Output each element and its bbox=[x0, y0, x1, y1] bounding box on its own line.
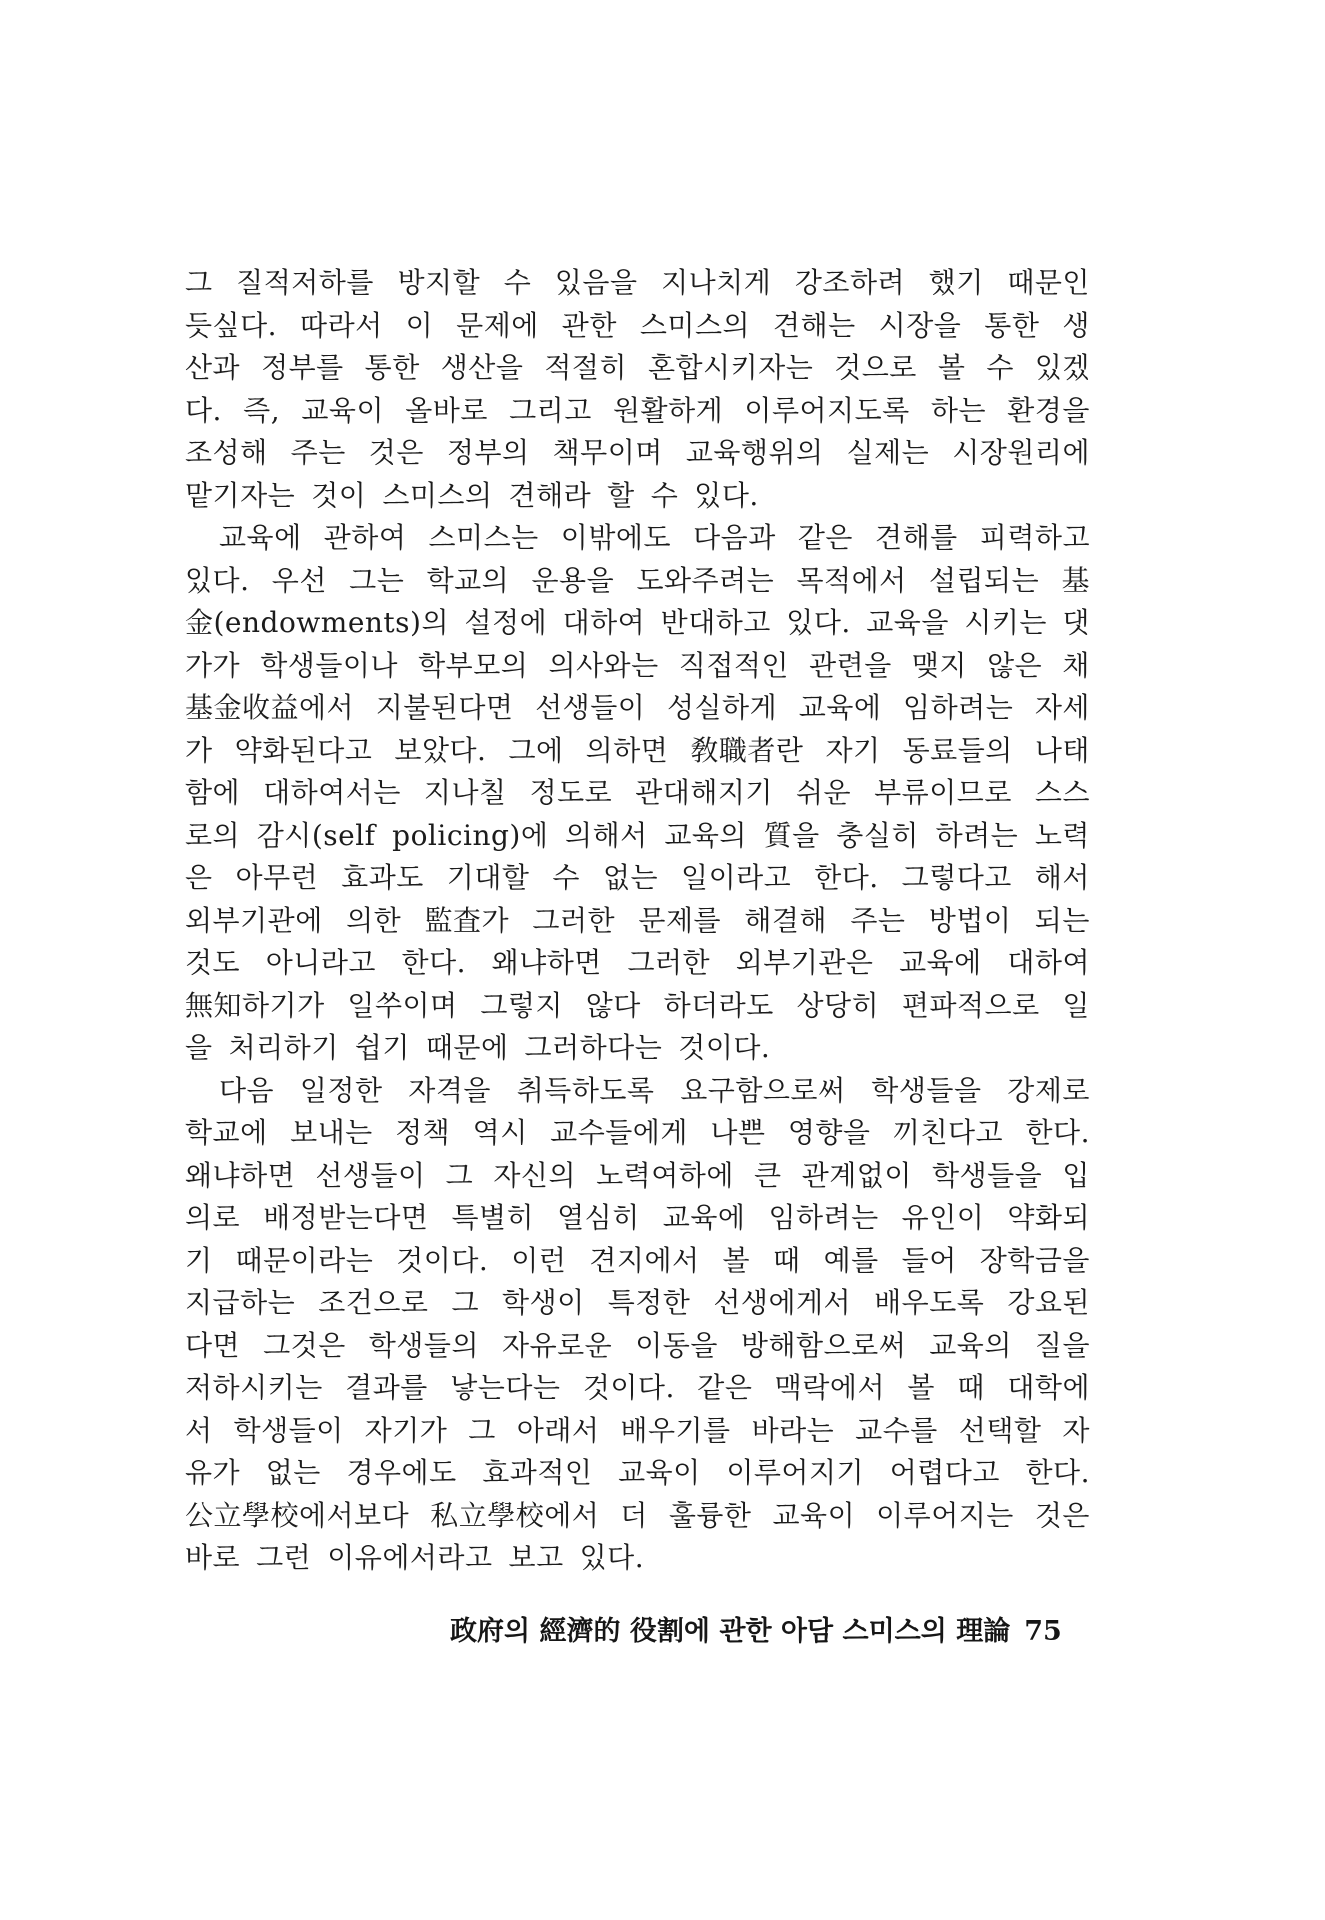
word: 대하여 bbox=[562, 606, 646, 639]
word: 그렇지 bbox=[480, 988, 563, 1022]
word: 생산을 bbox=[440, 351, 524, 384]
paragraph-2 bbox=[185, 517, 1090, 1070]
word: 그 bbox=[185, 266, 213, 299]
word: 하려는 bbox=[935, 818, 1019, 852]
word: 자신의 bbox=[493, 1158, 576, 1192]
word: 한다. bbox=[1025, 1456, 1090, 1489]
word: 맺지 bbox=[911, 648, 967, 682]
word: 없는 bbox=[602, 861, 659, 894]
text-line bbox=[185, 1112, 1090, 1155]
text-line bbox=[185, 1070, 1090, 1113]
word: 때문에 bbox=[425, 1031, 509, 1064]
word: 때문이라는 bbox=[235, 1243, 374, 1277]
word: 대하여 bbox=[1007, 946, 1090, 979]
word: 저하시키는 bbox=[185, 1371, 323, 1404]
word: 것이다. bbox=[396, 1243, 489, 1277]
word: 듯싶다. bbox=[185, 308, 278, 342]
word: 지불된다면 bbox=[375, 691, 514, 724]
word: 스미스의 bbox=[382, 478, 493, 512]
word: 다면 bbox=[185, 1328, 241, 1362]
word: 그 bbox=[445, 1158, 474, 1192]
word: 반대하고 bbox=[660, 606, 771, 639]
word: 것이 bbox=[311, 478, 367, 512]
word: 적절히 bbox=[544, 351, 627, 384]
word: 質을 bbox=[763, 818, 820, 852]
word: 해서 bbox=[1034, 861, 1090, 894]
text-line bbox=[185, 390, 1090, 433]
word: 않다 bbox=[585, 988, 641, 1022]
word: 도와주려는 bbox=[636, 563, 775, 597]
word: 기 bbox=[185, 1243, 213, 1277]
word: 스미스는 bbox=[428, 521, 539, 554]
word: 자유로운 bbox=[502, 1328, 613, 1362]
word: 상당히 bbox=[796, 988, 880, 1022]
word: 강요된 bbox=[1007, 1286, 1090, 1319]
word: 효과적인 bbox=[482, 1456, 593, 1489]
word: 실제는 bbox=[846, 436, 930, 469]
word: 선생들이 bbox=[535, 691, 646, 724]
word: 시장을 bbox=[878, 308, 962, 342]
word: 교육행위의 bbox=[685, 436, 824, 469]
word: 통한 bbox=[364, 351, 420, 384]
word: 보았다. bbox=[394, 733, 487, 767]
word: 그는 bbox=[349, 563, 405, 597]
word: 없는 bbox=[265, 1456, 321, 1489]
word: 교육에 bbox=[899, 946, 982, 979]
word: 결과를 bbox=[345, 1371, 428, 1404]
running-title: 政府의 經濟的 役割에 관한 아담 스미스의 理論 bbox=[450, 1616, 1011, 1647]
word: 자세 bbox=[1034, 691, 1090, 724]
text-line bbox=[185, 1155, 1090, 1198]
word: 관한 bbox=[561, 308, 617, 342]
text-line bbox=[185, 560, 1090, 603]
text-line bbox=[185, 1240, 1090, 1283]
word: 때 bbox=[957, 1371, 985, 1404]
word: 더 bbox=[620, 1498, 648, 1532]
word: 설립되는 bbox=[928, 563, 1040, 597]
word: 바라는 bbox=[751, 1413, 835, 1447]
word: 수 bbox=[552, 861, 580, 894]
word: 것은 bbox=[1034, 1498, 1090, 1532]
word: 방해함으로써 bbox=[740, 1328, 907, 1362]
word: 그것은 bbox=[263, 1328, 346, 1362]
word: 처리하기 bbox=[228, 1031, 339, 1064]
word: 일이라고 bbox=[681, 861, 792, 894]
word: 조성해 bbox=[185, 436, 268, 469]
text-line bbox=[185, 1367, 1090, 1410]
text-line bbox=[185, 900, 1090, 943]
word: 스미스의 bbox=[639, 308, 751, 342]
word: 견해를 bbox=[875, 521, 958, 554]
word: 약화되 bbox=[1007, 1201, 1090, 1234]
text-line bbox=[185, 815, 1090, 858]
word: 입 bbox=[1062, 1158, 1090, 1192]
word: 산과 bbox=[185, 351, 241, 384]
word: 관하여 bbox=[323, 521, 407, 554]
word: 들어 bbox=[901, 1243, 957, 1277]
word: 수 bbox=[986, 351, 1014, 384]
word: 있다. bbox=[694, 478, 759, 512]
word: 외부기관은 bbox=[735, 946, 874, 979]
word: 基 bbox=[1061, 563, 1090, 597]
word: 했기 bbox=[928, 266, 984, 299]
word: 학생이 bbox=[502, 1286, 585, 1319]
text-line bbox=[185, 1197, 1090, 1240]
word: 볼 bbox=[937, 351, 966, 384]
word: 학생들이 bbox=[233, 1413, 344, 1447]
word: 때 bbox=[773, 1243, 801, 1277]
text-line bbox=[185, 857, 1090, 900]
word: 교수를 bbox=[855, 1413, 938, 1447]
word: 훌륭한 bbox=[668, 1498, 752, 1532]
word: 다. bbox=[185, 393, 222, 427]
text-line bbox=[185, 432, 1090, 475]
word: 어렵다고 bbox=[889, 1456, 1000, 1489]
word: 노력 bbox=[1034, 818, 1090, 852]
word: 학교에 bbox=[185, 1116, 268, 1149]
word: 이루어지도록 bbox=[744, 393, 910, 427]
word: 정도로 bbox=[529, 776, 613, 809]
word: 조건으로 bbox=[318, 1286, 429, 1319]
text-line bbox=[185, 730, 1090, 773]
word: 함에 bbox=[185, 776, 241, 809]
word: 견해라 bbox=[508, 478, 592, 512]
page-body bbox=[185, 262, 1090, 1580]
word: 같은 bbox=[697, 1371, 753, 1404]
word: 교육의 bbox=[929, 1328, 1012, 1362]
word: 볼 bbox=[722, 1243, 751, 1277]
word: 외부기관에 bbox=[185, 903, 323, 937]
word: 그에 bbox=[508, 733, 564, 767]
word: 교육에 bbox=[219, 521, 302, 554]
word: 자격을 bbox=[408, 1073, 491, 1107]
word: 로의 bbox=[185, 818, 241, 852]
word: 선택할 bbox=[958, 1413, 1042, 1447]
word: 교육을 bbox=[866, 606, 949, 639]
word: 볼 bbox=[907, 1371, 935, 1404]
text-line bbox=[185, 347, 1090, 390]
word: 일정한 bbox=[299, 1073, 383, 1107]
word: 운용을 bbox=[531, 563, 615, 597]
word: 목적에서 bbox=[796, 563, 907, 597]
word: 편파적으로 bbox=[901, 988, 1040, 1022]
word: 私立學校에서 bbox=[430, 1498, 600, 1532]
word: 아무런 bbox=[235, 861, 319, 894]
page-number: 75 bbox=[1024, 1616, 1062, 1647]
word: 일쑤이며 bbox=[347, 988, 458, 1022]
word: 맥락에서 bbox=[774, 1371, 885, 1404]
word: 바로 bbox=[185, 1541, 241, 1574]
text-line bbox=[185, 1452, 1090, 1495]
word: 수 bbox=[503, 266, 532, 299]
word: 基金收益에서 bbox=[185, 691, 355, 724]
word: 하더라도 bbox=[663, 988, 774, 1022]
word: 의하면 bbox=[585, 733, 669, 767]
word: 않은 bbox=[987, 648, 1043, 682]
word: 선생에게서 bbox=[713, 1286, 852, 1319]
word: 그렇다고 bbox=[901, 861, 1012, 894]
word: 동료들의 bbox=[902, 733, 1013, 767]
word: 있음을 bbox=[554, 266, 638, 299]
word: 되는 bbox=[1034, 903, 1090, 937]
word: 문제를 bbox=[638, 903, 722, 937]
word: 가 bbox=[185, 733, 213, 767]
word: 선생들이 bbox=[315, 1158, 426, 1192]
word: 한다. bbox=[1025, 1116, 1090, 1149]
text-line bbox=[185, 475, 1090, 518]
word: 강조하려 bbox=[794, 266, 906, 299]
word: 학부모의 bbox=[418, 648, 529, 682]
word: 나태 bbox=[1034, 733, 1090, 767]
text-line bbox=[185, 687, 1090, 730]
word: 아니라고 bbox=[265, 946, 376, 979]
word: 하는 bbox=[930, 393, 987, 427]
word: 그리고 bbox=[509, 393, 592, 427]
word: 학생들을 bbox=[871, 1073, 982, 1107]
word: 경우에도 bbox=[346, 1456, 457, 1489]
word: 약화된다고 bbox=[234, 733, 373, 767]
word: 주는 bbox=[850, 903, 906, 937]
word: 의한 bbox=[346, 903, 402, 937]
word: 金(endowments)의 bbox=[185, 606, 450, 639]
word: 왜냐하면 bbox=[185, 1158, 296, 1192]
word: 監査가 bbox=[424, 903, 510, 937]
word: 교수들에게 bbox=[550, 1116, 688, 1149]
text-line bbox=[185, 305, 1090, 348]
word: 을 bbox=[185, 1031, 213, 1064]
word: 특별히 bbox=[451, 1201, 535, 1234]
word: 보고 bbox=[508, 1541, 564, 1574]
word: 나쁜 bbox=[710, 1116, 766, 1149]
word: 주는 bbox=[290, 436, 346, 469]
word: 그러하다는 bbox=[524, 1031, 663, 1064]
word: 우선 bbox=[271, 563, 327, 597]
word: 의로 bbox=[185, 1201, 241, 1234]
word: 교육이 bbox=[618, 1456, 701, 1489]
text-line bbox=[185, 602, 1090, 645]
word: 것도 bbox=[185, 946, 241, 979]
word: policing)에 bbox=[392, 818, 549, 852]
word: 낳는다는 bbox=[450, 1371, 561, 1404]
word: 있다. bbox=[786, 606, 851, 639]
word: 시장원리에 bbox=[952, 436, 1090, 469]
word: 유가 bbox=[185, 1456, 241, 1489]
word: 그러한 bbox=[627, 946, 711, 979]
text-line bbox=[185, 1495, 1090, 1538]
word: 은 bbox=[185, 861, 213, 894]
word: 것으로 bbox=[834, 351, 917, 384]
word: 시키는 bbox=[964, 606, 1047, 639]
word: 강제로 bbox=[1007, 1073, 1090, 1107]
word: 때문인 bbox=[1007, 266, 1090, 299]
text-line bbox=[185, 645, 1090, 688]
word: 대학에 bbox=[1007, 1371, 1090, 1404]
page-footer bbox=[450, 1610, 1090, 1654]
word: 아래서 bbox=[516, 1413, 600, 1447]
word: 서 bbox=[185, 1413, 213, 1447]
word: 효과도 bbox=[341, 861, 424, 894]
word: 자기가 bbox=[364, 1413, 448, 1447]
word: 혼합시키자는 bbox=[647, 351, 814, 384]
word: 대하여서는 bbox=[263, 776, 401, 809]
word: 스스 bbox=[1034, 776, 1090, 809]
word: 문제에 bbox=[456, 308, 539, 342]
word: 학교의 bbox=[426, 563, 510, 597]
word: 왜냐하면 bbox=[491, 946, 602, 979]
word: 지급하는 bbox=[185, 1286, 296, 1319]
word: 것은 bbox=[368, 436, 424, 469]
word: 올바로 bbox=[405, 393, 488, 427]
text-line bbox=[185, 942, 1090, 985]
text-line bbox=[185, 262, 1090, 305]
word: 기대할 bbox=[446, 861, 530, 894]
word: 쉬운 bbox=[796, 776, 852, 809]
word: 임하려는 bbox=[903, 691, 1014, 724]
word: 그런 bbox=[256, 1541, 312, 1574]
text-line bbox=[185, 772, 1090, 815]
word: 감시(self bbox=[256, 818, 376, 852]
word: 해결해 bbox=[744, 903, 828, 937]
word: 같은 bbox=[797, 521, 853, 554]
word: 보내는 bbox=[290, 1116, 373, 1149]
word: 정부를 bbox=[261, 351, 344, 384]
word: 생 bbox=[1062, 308, 1090, 342]
text-line bbox=[185, 1282, 1090, 1325]
word: 교육이 bbox=[301, 393, 384, 427]
word: 배우기를 bbox=[620, 1413, 731, 1447]
word: 지나치게 bbox=[661, 266, 772, 299]
word: 의사와는 bbox=[548, 648, 659, 682]
word: 성실하게 bbox=[666, 691, 778, 724]
word: 방법이 bbox=[928, 903, 1012, 937]
word: 교육에 bbox=[798, 691, 882, 724]
word: 임하려는 bbox=[768, 1201, 879, 1234]
word: 이유에서라고 bbox=[327, 1541, 493, 1574]
word: 학생들이나 bbox=[260, 648, 398, 682]
word: 관련을 bbox=[809, 648, 892, 682]
word: 敎職者란 bbox=[690, 733, 804, 767]
word: 질을 bbox=[1034, 1328, 1090, 1362]
word: 취득하도록 bbox=[516, 1073, 655, 1107]
word: 즉, bbox=[243, 393, 281, 427]
word: 원활하게 bbox=[612, 393, 724, 427]
word: 특정한 bbox=[607, 1286, 691, 1319]
word: 방지할 bbox=[397, 266, 481, 299]
word: 이루어지기 bbox=[726, 1456, 865, 1489]
word: 영향을 bbox=[787, 1116, 871, 1149]
text-line bbox=[185, 985, 1090, 1028]
word: 있겠 bbox=[1034, 351, 1090, 384]
word: 일 bbox=[1062, 988, 1090, 1022]
word: 교육의 bbox=[664, 818, 747, 852]
word: 정부의 bbox=[446, 436, 530, 469]
word: 교육이 bbox=[772, 1498, 856, 1532]
word: 것이다. bbox=[582, 1371, 675, 1404]
word: 관계없이 bbox=[801, 1158, 912, 1192]
word: 책무이며 bbox=[552, 436, 663, 469]
word: 예를 bbox=[823, 1243, 879, 1277]
text-line bbox=[185, 1027, 1090, 1070]
word: 따라서 bbox=[300, 308, 383, 342]
word: 자 bbox=[1062, 1413, 1090, 1447]
text-line bbox=[185, 517, 1090, 560]
word: 이동을 bbox=[635, 1328, 718, 1362]
text-line bbox=[185, 1325, 1090, 1368]
word: 公立學校에서보다 bbox=[185, 1498, 410, 1532]
word: 학생들을 bbox=[932, 1158, 1043, 1192]
word: 다음 bbox=[219, 1073, 275, 1107]
word: 학생들의 bbox=[368, 1328, 479, 1362]
word: 직접적인 bbox=[678, 648, 789, 682]
word: 의해서 bbox=[565, 818, 648, 852]
word: 노력여하에 bbox=[596, 1158, 734, 1192]
word: 끼친다고 bbox=[892, 1116, 1004, 1149]
word: 배정받는다면 bbox=[263, 1201, 429, 1234]
word: 관대해지기 bbox=[635, 776, 773, 809]
word: 이런 bbox=[511, 1243, 567, 1277]
word: 이밖에도 bbox=[560, 521, 671, 554]
word: 견지에서 bbox=[589, 1243, 700, 1277]
word: 한다. bbox=[814, 861, 879, 894]
word: 교육에 bbox=[662, 1201, 746, 1234]
word: 충실히 bbox=[836, 818, 919, 852]
word: 견해는 bbox=[773, 308, 856, 342]
word: 할 bbox=[607, 478, 635, 512]
paragraph-1 bbox=[185, 262, 1090, 517]
word: 배우도록 bbox=[874, 1286, 985, 1319]
word: 쉽기 bbox=[354, 1031, 410, 1064]
paragraph-3 bbox=[185, 1070, 1090, 1580]
text-line bbox=[185, 1537, 1090, 1580]
word: 환경을 bbox=[1007, 393, 1090, 427]
word: 설정에 bbox=[464, 606, 548, 639]
word: 것이다. bbox=[678, 1031, 771, 1064]
word: 부류이므로 bbox=[874, 776, 1012, 809]
word: 수 bbox=[650, 478, 679, 512]
word: 가가 bbox=[185, 648, 241, 682]
word: 이루어지는 bbox=[876, 1498, 1014, 1532]
word: 그러한 bbox=[532, 903, 616, 937]
word: 장학금을 bbox=[979, 1243, 1090, 1277]
word: 자기 bbox=[825, 733, 881, 767]
word: 맡기자는 bbox=[185, 478, 296, 512]
word: 그 bbox=[468, 1413, 496, 1447]
word: 정책 bbox=[395, 1116, 451, 1149]
word: 요구함으로써 bbox=[680, 1073, 846, 1107]
word: 피력하고 bbox=[979, 521, 1090, 554]
word: 그 bbox=[451, 1286, 479, 1319]
word: 큰 bbox=[754, 1158, 782, 1192]
word: 열심히 bbox=[557, 1201, 640, 1234]
word: 역시 bbox=[472, 1116, 528, 1149]
word: 이 bbox=[405, 308, 434, 342]
word: 있다. bbox=[185, 563, 250, 597]
word: 질적저하를 bbox=[236, 266, 374, 299]
word: 다음과 bbox=[693, 521, 776, 554]
word: 유인이 bbox=[901, 1201, 985, 1234]
word: 지나칠 bbox=[423, 776, 507, 809]
word: 無知하기가 bbox=[185, 988, 325, 1022]
text-line bbox=[185, 1410, 1090, 1453]
word: 채 bbox=[1062, 648, 1090, 682]
word: 통한 bbox=[984, 308, 1040, 342]
word: 한다. bbox=[401, 946, 467, 979]
word: 댓 bbox=[1062, 606, 1090, 639]
word: 있다. bbox=[579, 1541, 645, 1574]
